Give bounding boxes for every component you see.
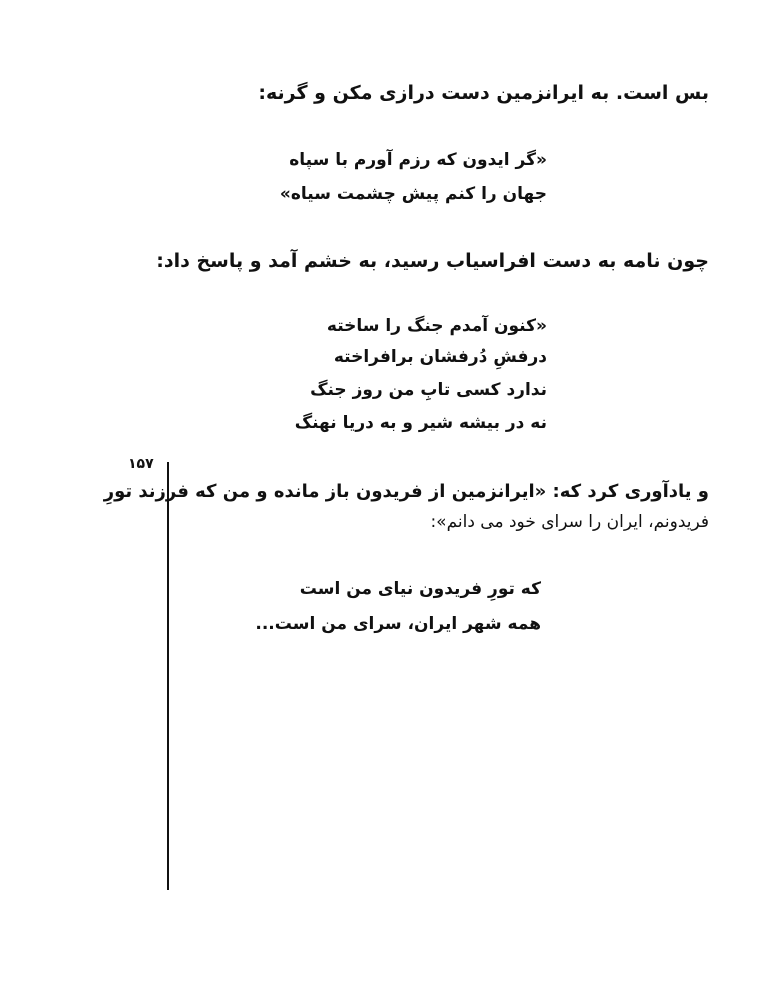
verse-2-line-3: ندارد کسی تابِ من روز جنگ — [310, 380, 547, 400]
verse-2-line-1: «کنون آمدم جنگ را ساخته — [326, 316, 547, 336]
prose-line-3: و یادآوری کرد که: «ایرانزمین از فریدون باز مانده و من که فرزند تورِ — [103, 481, 709, 502]
prose-line-4: فریدونم، ایران را سرای خود می دانم»: — [430, 512, 709, 532]
verse-1-line-2: جهان را کنم پیش چشمت سیاه» — [279, 184, 547, 204]
verse-3-line-1: که تورِ فریدون نیای من است — [299, 579, 541, 599]
prose-line-1: بس است. به ایرانزمین دست درازی مکن و گرنه: — [258, 82, 709, 104]
margin-rule — [167, 462, 169, 890]
prose-line-2: چون نامه به دست افراسیاب رسید، به خشم آمد و پاسخ داد: — [156, 250, 709, 272]
verse-2-line-2: درفشِ دُرفشان برافراخته — [333, 347, 547, 367]
verse-3-line-2: همه شهر ایران، سرای من است... — [255, 614, 541, 634]
verse-1-line-1: «گر ایدون که رزم آورم با سپاه — [289, 150, 547, 170]
page-number: ۱۵۷ — [128, 456, 154, 472]
verse-2-line-4: نه در بیشه شیر و به دریا نهنگ — [294, 413, 547, 433]
